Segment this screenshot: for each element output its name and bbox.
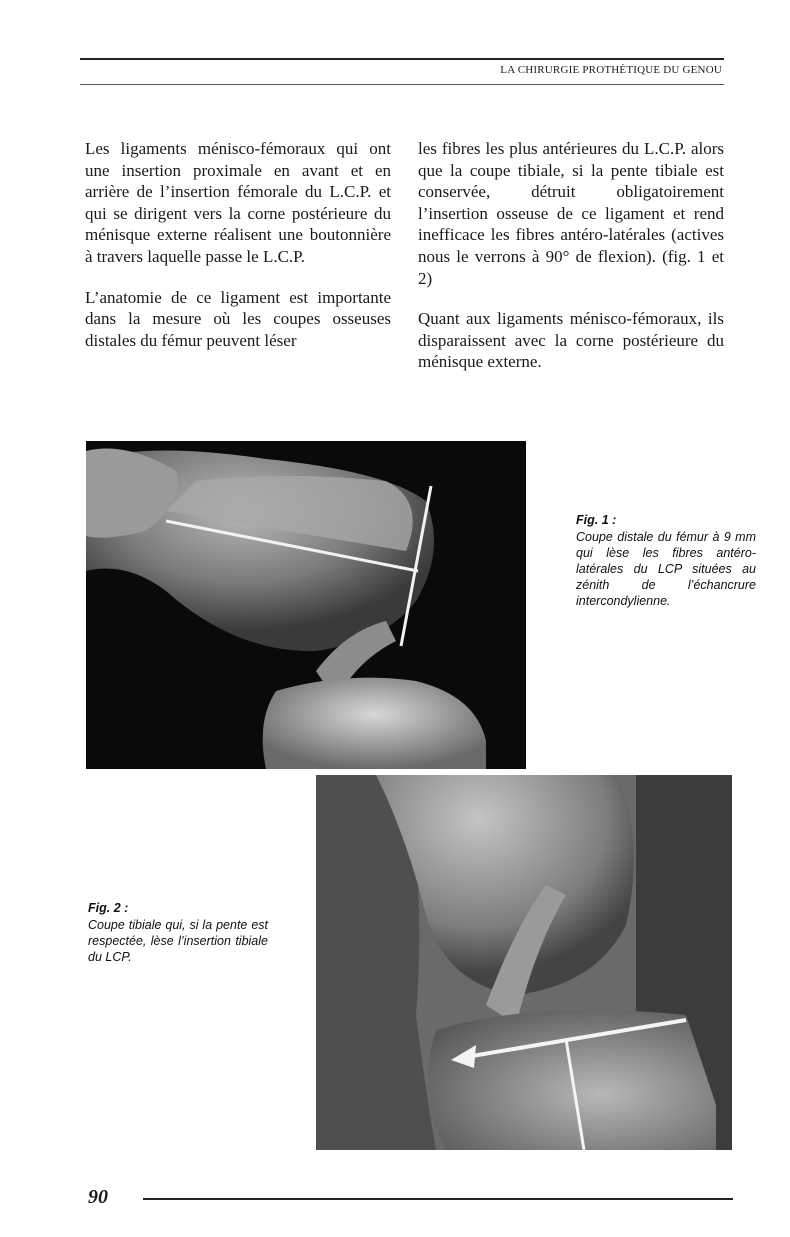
paragraph: les fibres les plus antérieures du L.C.P. alors que la coupe tibiale, si la pente tibiale est conservée, détruit obligatoirement l’insertion osseuse de ce ligament et rend inefficace les fibres antéro-latérales (actives nous le verrons à 90° de flexion). (fig. 1 et 2) <box>418 139 724 288</box>
paragraph: L’anatomie de ce ligament est importante dans la mesure où les coupes osseuses distales du fémur peuvent léser <box>85 287 391 350</box>
figure-2-caption <box>88 900 268 965</box>
header-bottom-rule <box>80 84 724 85</box>
caption-text: Coupe distale du fémur à 9 mm qui lèse les fibres antéro-latérales du LCP situées au zénith de l’échancrure intercondylienne. <box>576 530 756 608</box>
figure-1-photo <box>86 441 526 769</box>
caption-text: Coupe tibiale qui, si la pente est respectée, lèse l’insertion tibiale du LCP. <box>88 918 268 964</box>
right-column <box>418 138 724 392</box>
page-number: 90 <box>88 1186 108 1208</box>
running-title: LA CHIRURGIE PROTHÉTIQUE DU GENOU <box>500 64 722 76</box>
footer-rule <box>143 1198 733 1200</box>
paragraph: Quant aux ligaments ménisco-fémoraux, ils disparaissent avec la corne postérieure du ménisque externe. <box>418 309 724 372</box>
figure-label: Fig. 2 : <box>88 901 129 915</box>
paragraph: Les ligaments ménisco-fémoraux qui ont une insertion proximale en avant et en arrière de l’insertion fémorale du L.C.P. et qui se dirigent vers la corne postérieure du ménisque externe réalisent une boutonnière à travers laquelle passe le L.C.P. <box>85 139 391 266</box>
figure-1-caption <box>576 512 756 609</box>
left-column <box>85 138 391 370</box>
figure-2-photo <box>316 775 732 1150</box>
header-top-rule <box>80 58 724 60</box>
figure-label: Fig. 1 : <box>576 513 617 527</box>
